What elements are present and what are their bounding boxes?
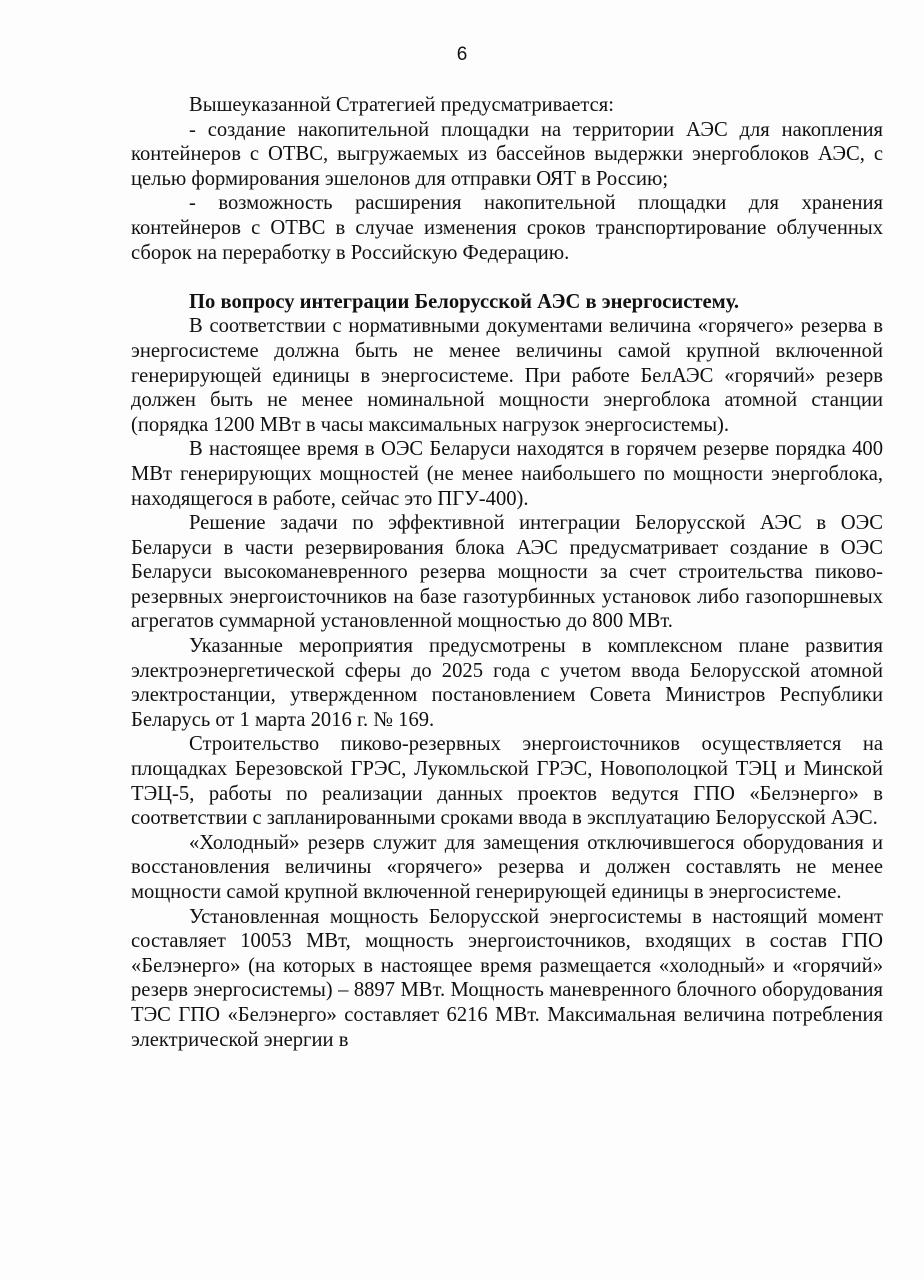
section-heading: По вопросу интеграции Белорусской АЭС в энергосистему.: [189, 290, 740, 313]
paragraph-installed-capacity: Установленная мощность Белорусской энергосистемы в настоящий момент составляет 10053 МВт, мощность энергоисточников, входящих в состав ГПО «Белэнерго» (на которых в настоящее время размещается «холодный» и «горячий» резерв энергосистемы) – 8897 МВт. Мощность маневренного блочного оборудования ТЭС ГПО «Белэнерго» составляет 6216 МВт. Максимальная величина потребления электрической энергии в: [131, 905, 883, 1051]
paragraph-integration-solution: Решение задачи по эффективной интеграции Белорусской АЭС в ОЭС Беларуси в части резервирования блока АЭС предусматривает создание в ОЭС Беларуси высокоманевренного резерва мощности за счет строительства пиково-резервных энергоисточников на базе газотурбинных установок либо газопоршневых агрегатов суммарной установленной мощностью до 800 МВт.: [131, 512, 883, 633]
strategy-item-expansion: - возможность расширения накопительной площадки для хранения контейнеров с ОТВС в случае изменения сроков транспортирование облученных сборок на переработку в Российскую Федерацию.: [131, 192, 883, 264]
paragraph-hot-reserve: В соответствии с нормативными документами величина «горячего» резерва в энергосистеме должна быть не менее величины самой крупной включенной генерирующей единицы в энергосистеме. При работе БелАЭС «горячий» резерв должен быть не менее номинальной мощности энергоблока атомной станции (порядка 1200 МВт в часы максимальных нагрузок энергосистемы).: [131, 315, 883, 436]
document-body: [131, 93, 883, 1052]
paragraph-complex-plan: Указанные мероприятия предусмотрены в комплексном плане развития электроэнергетической сферы до 2025 года с учетом ввода Белорусской атомной электростанции, утвержденном постановлением Совета Министров Республики Беларусь от 1 марта 2016 г. № 169.: [131, 635, 883, 731]
strategy-item-storage-site: - создание накопительной площадки на территории АЭС для накопления контейнеров с ОТВС, выгружаемых из бассейнов выдержки энергоблоков АЭС, с целью формирования эшелонов для отправки ОЯТ в Россию;: [131, 118, 883, 190]
strategy-intro: Вышеуказанной Стратегией предусматривается:: [189, 94, 614, 116]
paragraph-cold-reserve: «Холодный» резерв служит для замещения отключившегося оборудования и восстановления величины «горячего» резерва и должен составлять не менее мощности самой крупной включенной генерирующей единицы в энергосистеме.: [131, 831, 883, 903]
paragraph-construction: Строительство пиково-резервных энергоисточников осуществляется на площадках Березовской ГРЭС, Лукомльской ГРЭС, Новополоцкой ТЭЦ и Минской ТЭЦ-5, работы по реализации данных проектов ведутся ГПО «Белэнерго» в соответствии с запланированными сроками ввода в эксплуатацию Белорусской АЭС.: [131, 733, 883, 830]
page-number: 6: [456, 44, 468, 65]
paragraph-current-reserve: В настоящее время в ОЭС Беларуси находятся в горячем резерве порядка 400 МВт генерирующих мощностей (не менее наибольшего по мощности энергоблока, находящегося в работе, сейчас это ПГУ-400).: [131, 438, 883, 510]
